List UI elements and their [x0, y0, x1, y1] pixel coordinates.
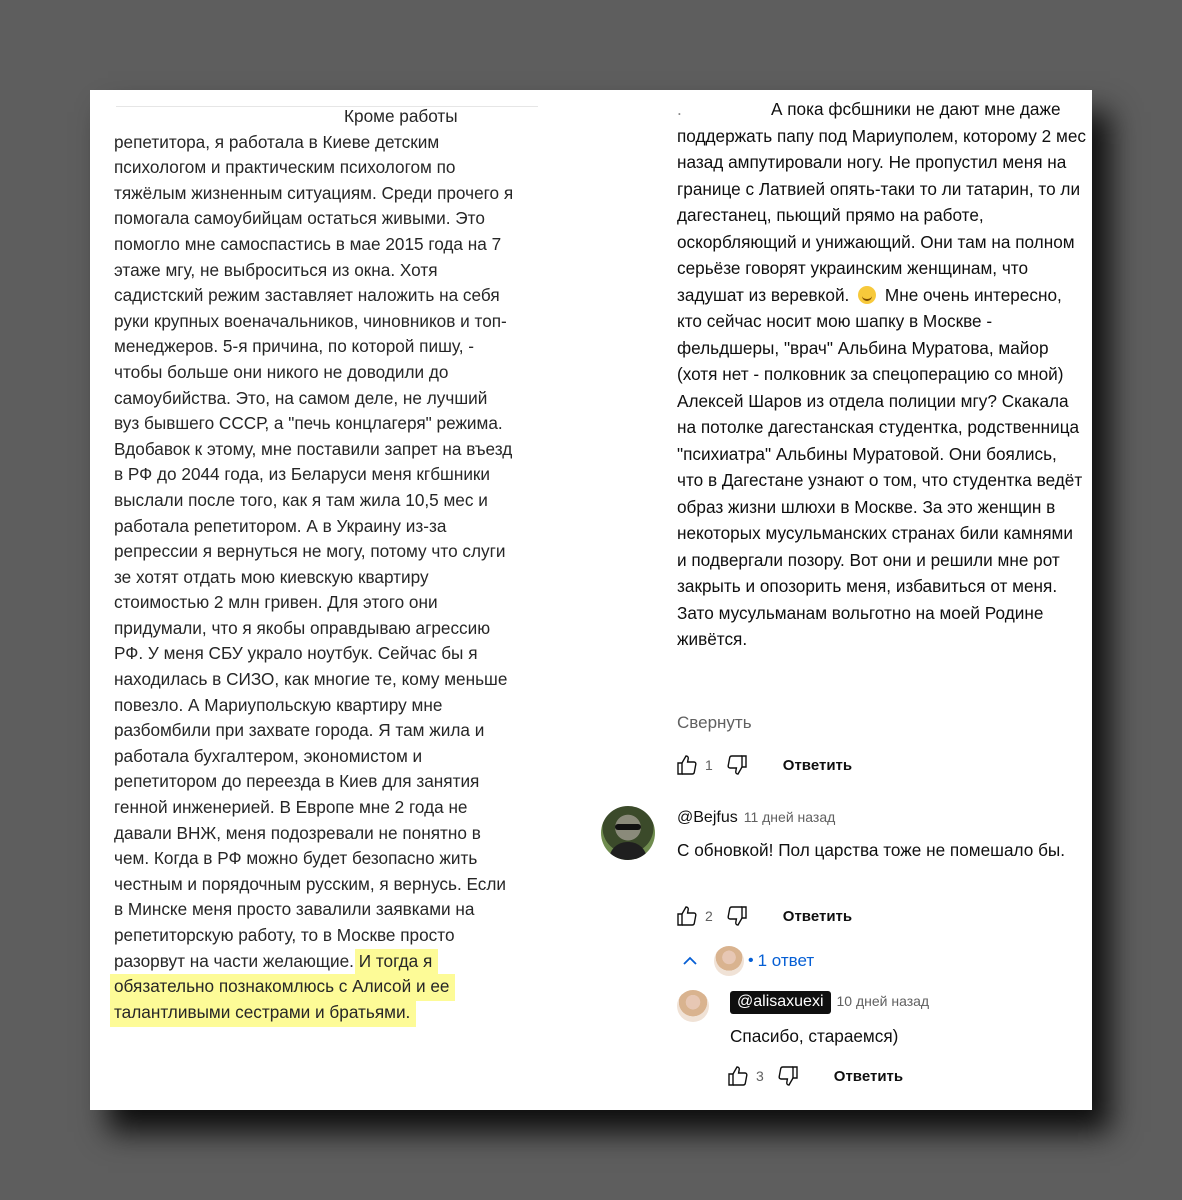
comment-author[interactable]: @Bejfus: [677, 809, 738, 826]
replies-toggle[interactable]: [680, 946, 814, 976]
reply-text: Спасибо, стараемся): [730, 1026, 899, 1046]
reply-button[interactable]: Ответить: [833, 1067, 904, 1085]
comment-text: С обновкой! Пол царства тоже не помешало бы.: [677, 840, 1066, 860]
thumbs-down-icon[interactable]: [776, 1064, 800, 1088]
like-count: 1: [705, 757, 713, 773]
screenshot-card: [90, 90, 1092, 1110]
post-right-lead: .: [677, 99, 682, 119]
post-right-text-1: А пока фсбшники не дают мне даже поддержать папу под Мариуполем, которому 2 мес назад ампутировали ногу. Не пропустил меня на границе с Латвией опять-таки то ли татарин, то ли дагестанец, пьющий прямо на работе, оскорбляющий и унижающий. Они там на полном серьёзе говорят украинским женщинам, что задушат из веревкой.: [677, 99, 1086, 305]
highlighted-text: И тогда я обязательно познакомлюсь с Алисой и ее талантливыми сестрами и братьями.: [110, 949, 455, 1027]
like-count: 2: [705, 908, 713, 924]
avatar: [714, 946, 744, 976]
replies-count: 1 ответ: [757, 951, 815, 970]
comment-actions: [675, 902, 852, 930]
thumbs-down-icon[interactable]: [725, 753, 749, 777]
comment-time[interactable]: 11 дней назад: [743, 809, 836, 825]
reply-button[interactable]: Ответить: [782, 907, 853, 925]
collapse-button[interactable]: Свернуть: [677, 713, 752, 732]
post-right-column: [677, 96, 1087, 653]
reply-time[interactable]: 10 дней назад: [836, 993, 930, 1009]
reply-actions: [726, 1062, 903, 1090]
reply-author-line: [730, 991, 929, 1014]
reply-button[interactable]: Ответить: [782, 756, 853, 774]
post-right-text-2: Мне очень интересно, кто сейчас носит мою шапку в Москве - фельдшеры, "врач" Альбина Муратова, майор (хотя нет - полковник за спецоперацию со мной) Алексей Шаров из отдела полиции мгу? Скакала на потолке дагестанская студентка, родственница "психиатра" Альбины Муратовой. Они боялись, что в Дагестане узнают о том, что студентка ведёт образ жизни шлюхи в Москве. За это женщин в некоторых мусульманских странах били камнями и подвергали позору. Вот они и решили мне рот закрыть и опозорить меня, избавиться от меня. Зато мусульманам вольготно на моей Родине живётся.: [677, 284, 1083, 649]
separator-dot: •: [748, 952, 754, 969]
avatar[interactable]: [677, 990, 709, 1022]
like-count: 3: [756, 1068, 764, 1084]
comment-author-line: [677, 809, 835, 827]
thumbs-up-icon[interactable]: [675, 753, 699, 777]
avatar[interactable]: [601, 806, 655, 860]
thumbs-down-icon[interactable]: [725, 904, 749, 928]
thumbs-up-icon[interactable]: [726, 1064, 750, 1088]
chevron-up-icon: [680, 951, 700, 971]
post-left-body: репетитора, я работала в Киеве детским психологом и практическим психологом по тяжёлым жизненным ситуациям. Среди прочего я помогала самоубийцам остаться живыми. Это помогло мне самоспастись в мае 2015 года на 7 этаже мгу, не выброситься из окна. Хотя садистский режим заставляет наложить на себя руки крупных военачальников, чиновников и топ-менеджеров. 5-я причина, по которой пишу, - чтобы больше они никого не доводили до самоубийства. Это, на самом деле, не лучший вуз бывшего СССР, а "печь концлагеря" режима. Вдобавок к этому, мне поставили запрет на въезд в РФ до 2044 года, из Беларуси меня кгбшники выслали после того, как я там жила 10,5 мес и работала репетитором. А в Украину из-за репрессии я вернуться не могу, потому что слуги зе хотят отдать мою киевскую квартиру стоимостью 2 млн гривен. Для этого они придумали, что я якобы оправдываю агрессию РФ. У меня СБУ украло ноутбук. Сейчас бы я находилась в СИЗО, как многие те, кому меньше повезло. А Мариупольскую квартиру мне разбомбили при захвате города. Я там жила и работала бухгалтером, экономистом и репетитором до переезда в Киев для занятия генной инженерией. В Европе мне 2 года не давали ВНЖ, меня подозревали не понятно в чем. Когда в РФ можно будет безопасно жить честным и порядочным русским, я вернусь. Если в Минске меня просто завалили заявками на репетиторскую работу, то в Москве просто разорвут на части желающие.: [114, 131, 514, 971]
post-left-column: [114, 104, 514, 1025]
thumbs-up-icon[interactable]: [675, 904, 699, 928]
sweat-smile-emoji-icon: [858, 286, 876, 304]
post-actions: [675, 751, 852, 779]
post-left-first-line: Кроме работы: [344, 106, 458, 126]
reply-author-badge[interactable]: @alisaxuexi: [730, 991, 831, 1014]
